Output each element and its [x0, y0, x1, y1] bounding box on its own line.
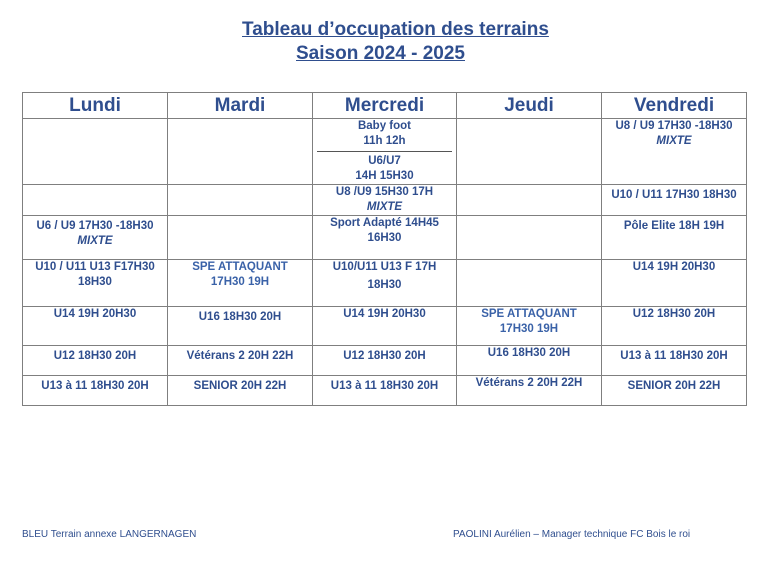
cell-mardi [168, 185, 313, 216]
day-header-mardi: Mardi [168, 93, 313, 119]
cell-mardi [168, 216, 313, 260]
cell-jeudi [457, 185, 602, 216]
cell-mercredi [313, 346, 457, 376]
mixte-label: MIXTE [77, 235, 113, 247]
cell-mercredi [313, 307, 457, 346]
page-title [242, 18, 549, 66]
slot-text: Vétérans 2 20H 22H [475, 377, 583, 389]
cell-mardi [168, 307, 313, 346]
cell-jeudi [457, 119, 602, 185]
cell-lundi [23, 119, 168, 185]
title-line-2: Saison 2024 - 2025 [296, 43, 465, 64]
cell-vendredi [602, 346, 747, 376]
slot-text: U16 18H30 20H [487, 347, 571, 359]
slot-text: Baby foot [357, 120, 412, 132]
slot-text: U13 à 11 18H30 20H [620, 350, 728, 362]
slot-text: 17H30 19H [499, 323, 559, 335]
cell-vendredi [602, 376, 747, 406]
slot-text: U6/U7 [368, 155, 401, 167]
cell-vendredi [602, 185, 747, 216]
table-row [23, 260, 747, 307]
footer-right: PAOLINI Aurélien – Manager technique FC Bois le roi [453, 529, 691, 540]
header-row [23, 93, 747, 119]
slot-text: SPE ATTAQUANT [481, 308, 577, 320]
table-row [23, 307, 747, 346]
slot-text: SPE ATTAQUANT [192, 261, 288, 273]
cell-mardi [168, 119, 313, 185]
table-row [23, 119, 747, 185]
cell-vendredi [602, 260, 747, 307]
cell-vendredi [602, 119, 747, 185]
table-row [23, 216, 747, 260]
cell-lundi [23, 307, 168, 346]
cell-lundi [23, 260, 168, 307]
slot-text: Pôle Elite 18H 19H [623, 220, 725, 232]
slot-text: 11h 12h [363, 135, 406, 147]
slot-text: Sport Adapté 14H45 [330, 217, 439, 229]
slot-text: 14H 15H30 [355, 170, 414, 182]
slot-text: U14 19H 20H30 [632, 261, 716, 273]
table-row [23, 376, 747, 406]
cell-lundi [23, 185, 168, 216]
schedule-table [22, 92, 747, 406]
cell-vendredi [602, 216, 747, 260]
slot-text: U13 à 11 18H30 20H [41, 380, 149, 392]
slot-text: U12 18H30 20H [53, 350, 137, 362]
table-row [23, 185, 747, 216]
slot-text: U12 18H30 20H [343, 350, 426, 362]
slot-text: U14 19H 20H30 [343, 308, 426, 320]
slot-text: U10 / U11 17H30 18H30 [611, 189, 737, 201]
slot-text: U16 18H30 20H [198, 311, 282, 323]
table-row [23, 346, 747, 376]
slot-text: Vétérans 2 20H 22H [186, 350, 294, 362]
cell-mercredi [313, 216, 457, 260]
slot-text: U8 /U9 15H30 17H [335, 186, 434, 198]
cell-mercredi [313, 376, 457, 406]
cell-jeudi [457, 216, 602, 260]
cell-mercredi [313, 185, 457, 216]
slot-text: 16H30 [367, 232, 402, 244]
slot-text: U6 / U9 17H30 -18H30 [36, 220, 154, 232]
slot-text: U10/U11 U13 F 17H [332, 261, 437, 273]
day-header-jeudi: Jeudi [457, 93, 602, 119]
slot-text: 17H30 19H [210, 276, 270, 288]
cell-jeudi [457, 260, 602, 307]
cell-mercredi [313, 260, 457, 307]
slot-text: SENIOR 20H 22H [627, 380, 721, 392]
slot-text: U12 18H30 20H [632, 308, 716, 320]
cell-mercredi [313, 119, 457, 185]
day-header-mercredi: Mercredi [313, 93, 457, 119]
slot-text: U8 / U9 17H30 -18H30 [615, 120, 733, 132]
cell-vendredi [602, 307, 747, 346]
cell-lundi [23, 346, 168, 376]
footer-left: BLEU Terrain annexe LANGERNAGEN [22, 529, 197, 540]
cell-lundi [23, 376, 168, 406]
slot-text: 18H30 [367, 279, 402, 291]
slot-text: SENIOR 20H 22H [193, 380, 287, 392]
cell-divider [317, 151, 452, 152]
day-header-lundi: Lundi [23, 93, 168, 119]
cell-jeudi [457, 346, 602, 376]
cell-mardi [168, 260, 313, 307]
slot-text: U13 à 11 18H30 20H [330, 380, 439, 392]
mixte-label: MIXTE [366, 201, 403, 213]
slot-text: 18H30 [78, 276, 112, 288]
cell-jeudi [457, 376, 602, 406]
day-header-vendredi: Vendredi [602, 93, 747, 119]
title-line-1: Tableau d’occupation des terrains [242, 19, 549, 40]
slot-text: U14 19H 20H30 [53, 308, 137, 320]
mixte-label: MIXTE [656, 135, 692, 147]
slot-text: U10 / U11 U13 F17H30 [35, 261, 155, 273]
cell-jeudi [457, 307, 602, 346]
cell-mardi [168, 346, 313, 376]
cell-lundi [23, 216, 168, 260]
cell-mardi [168, 376, 313, 406]
